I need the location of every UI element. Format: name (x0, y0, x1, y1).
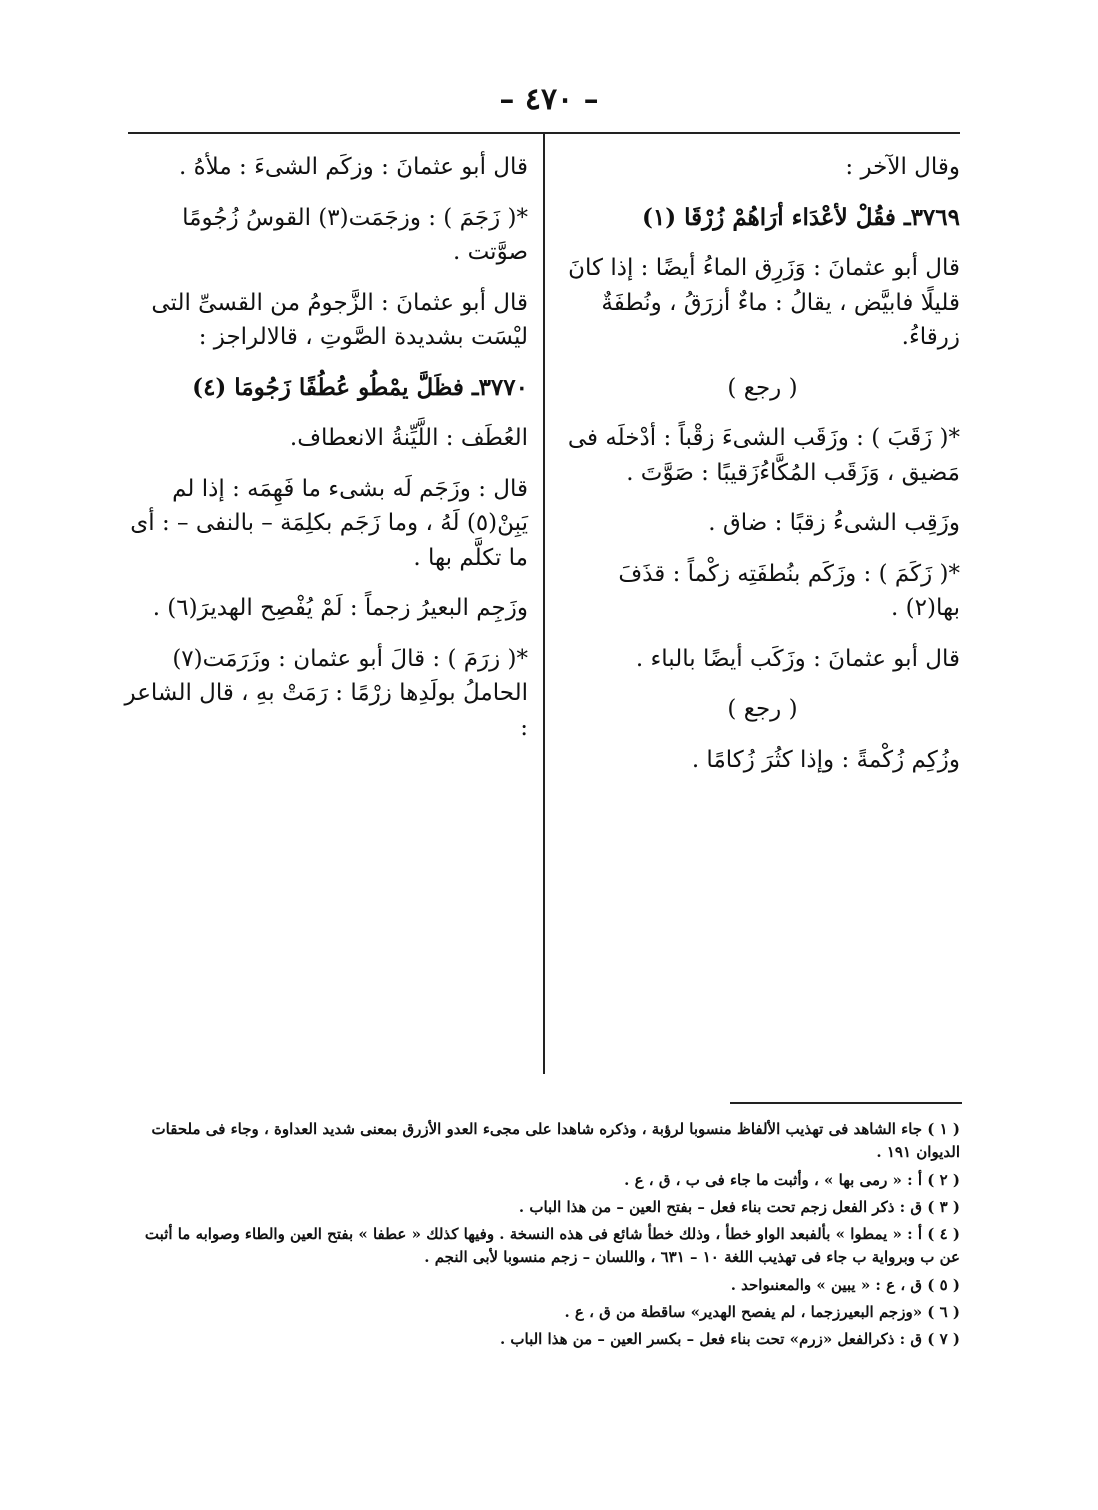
entry-heading-paragraph: *( زَكَمَ ) : وزَكَم بنُطفَتِه زكْماً : قذَفَ بها(٢) . (618, 560, 960, 621)
footnote-2: ( ٢ ) أ : « رمى بها » ، وأثبت ما جاء فى ب ، ق ، ع . (624, 1170, 960, 1189)
footnote-3: ( ٣ ) ق : ذكر الفعل زجم تحت بناء فعل – بفتح العين – من هذا الباب . (518, 1197, 960, 1216)
footnote-5: ( ٥ ) ق ، ع : « يبين » والمعنىواحد . (730, 1275, 960, 1294)
paragraph: قال أبو عثمانَ : وزَكَب أيضًا بالباء . (635, 645, 960, 672)
section-marker: ( رجع ) (727, 696, 798, 722)
footnote-7: ( ٧ ) ق : ذكرالفعل «زرم» تحت بناء فعل – بكسر العين – من هذا الباب . (499, 1330, 960, 1348)
paragraph: قال : وزَجَم لَه بشىء ما فَهِمَه : إذا لم يَبِنْ(٥) لَهُ ، وما زَجَم بكلِمَة – بالنفى – : أى ما تكلَّم بها . (130, 475, 528, 571)
paragraph: وزَجِم البعيرُ زجماً : لَمْ يُفْصِح الهديرَ(٦) . (152, 595, 528, 621)
footnote-1: ( ١ ) جاء الشاهد فى تهذيب الألفاظ منسوبا لرؤبة ، وذكره شاهدا على مجىء العدو الأزرق بمعنى شديد العداوة ، وجاء فى ملحقات الديوان ١٩١ . (151, 1120, 960, 1162)
entry-heading-paragraph: *( زَجَمَ ) : وزجَمَت(٣) القوسُ زُجُومًا صوَّتت . (182, 204, 528, 265)
column-divider (543, 134, 545, 1074)
paragraph: وزَقِب الشىءُ زقبًا : ضاق . (708, 510, 960, 536)
right-column (565, 150, 960, 793)
page-number: – ٤٧٠ – (499, 82, 599, 117)
footnote-rule (730, 1102, 962, 1104)
paragraph: قال أبو عثمانَ : وَزَرِق الماءُ أيضًا : إذا كانَ قليلًا فابيَّض ، يقالُ : ماءٌ أزرَقُ ، ونُطفَةٌ زرقاءُ. (568, 255, 960, 350)
entry-heading-paragraph: *( زرَمَ ) : قالَ أبو عثمان : وزَرَمَت(٧) الحاملُ بولَدِها زرْمًا : رَمَتْ بهِ ، قال الشاعر : (124, 645, 528, 741)
entry-heading-paragraph: *( زَقَبَ ) : وزَقَب الشىءَ زقْباً : أدْخلَه فى مَضيق ، وَزَقَب المُكَّاءُزَقيبًا : صَوَّتَ . (567, 425, 960, 486)
paragraph: وزُكِم زُكْمةً : وإذا كثُرَ زُكامًا . (691, 746, 960, 773)
paragraph: العُطَف : اللَّيِّنةُ الانعطاف. (289, 425, 528, 451)
paragraph: وقال الآخر : (845, 154, 960, 180)
section-marker: ( رجع ) (727, 374, 798, 401)
verse-line: ٣٧٧٠ـ فظَلَّ يمْطُو عُطُفًا زَجُومَا (٤) (192, 373, 528, 401)
left-column (118, 150, 528, 761)
verse-line: ٣٧٦٩ـ فقُلْ لأعْدَاء أرَاهُمْ زُرْقَا (١) (641, 203, 960, 231)
paragraph: قال أبو عثمانَ : وزكَم الشىءَ : ملأهُ . (178, 154, 528, 180)
footnotes (125, 1118, 960, 1355)
footnote-6: ( ٦ ) «وزجم البعيرزجما ، لم يفصح الهدير» ساقطة من ق ، ع . (564, 1302, 960, 1321)
footnote-4: ( ٤ ) أ : « يمطوا » بألفبعد الواو خطأ ، وذلك خطأ شائع فى هذه النسخة . وفيها كذلك « عطفا » بفتح العين والطاء وصوابه ما أثبت عن ب وبرواية ب جاء فى تهذيب اللغة ١٠ – ٦٣١ ، واللسان – زجم منسوبا لأبى النجم . (144, 1225, 960, 1267)
paragraph: قال أبو عثمانَ : الزَّجومُ من القسىِّ التى ليْسَت بشديدة الصَّوتِ ، قالالراجز : (151, 289, 528, 350)
